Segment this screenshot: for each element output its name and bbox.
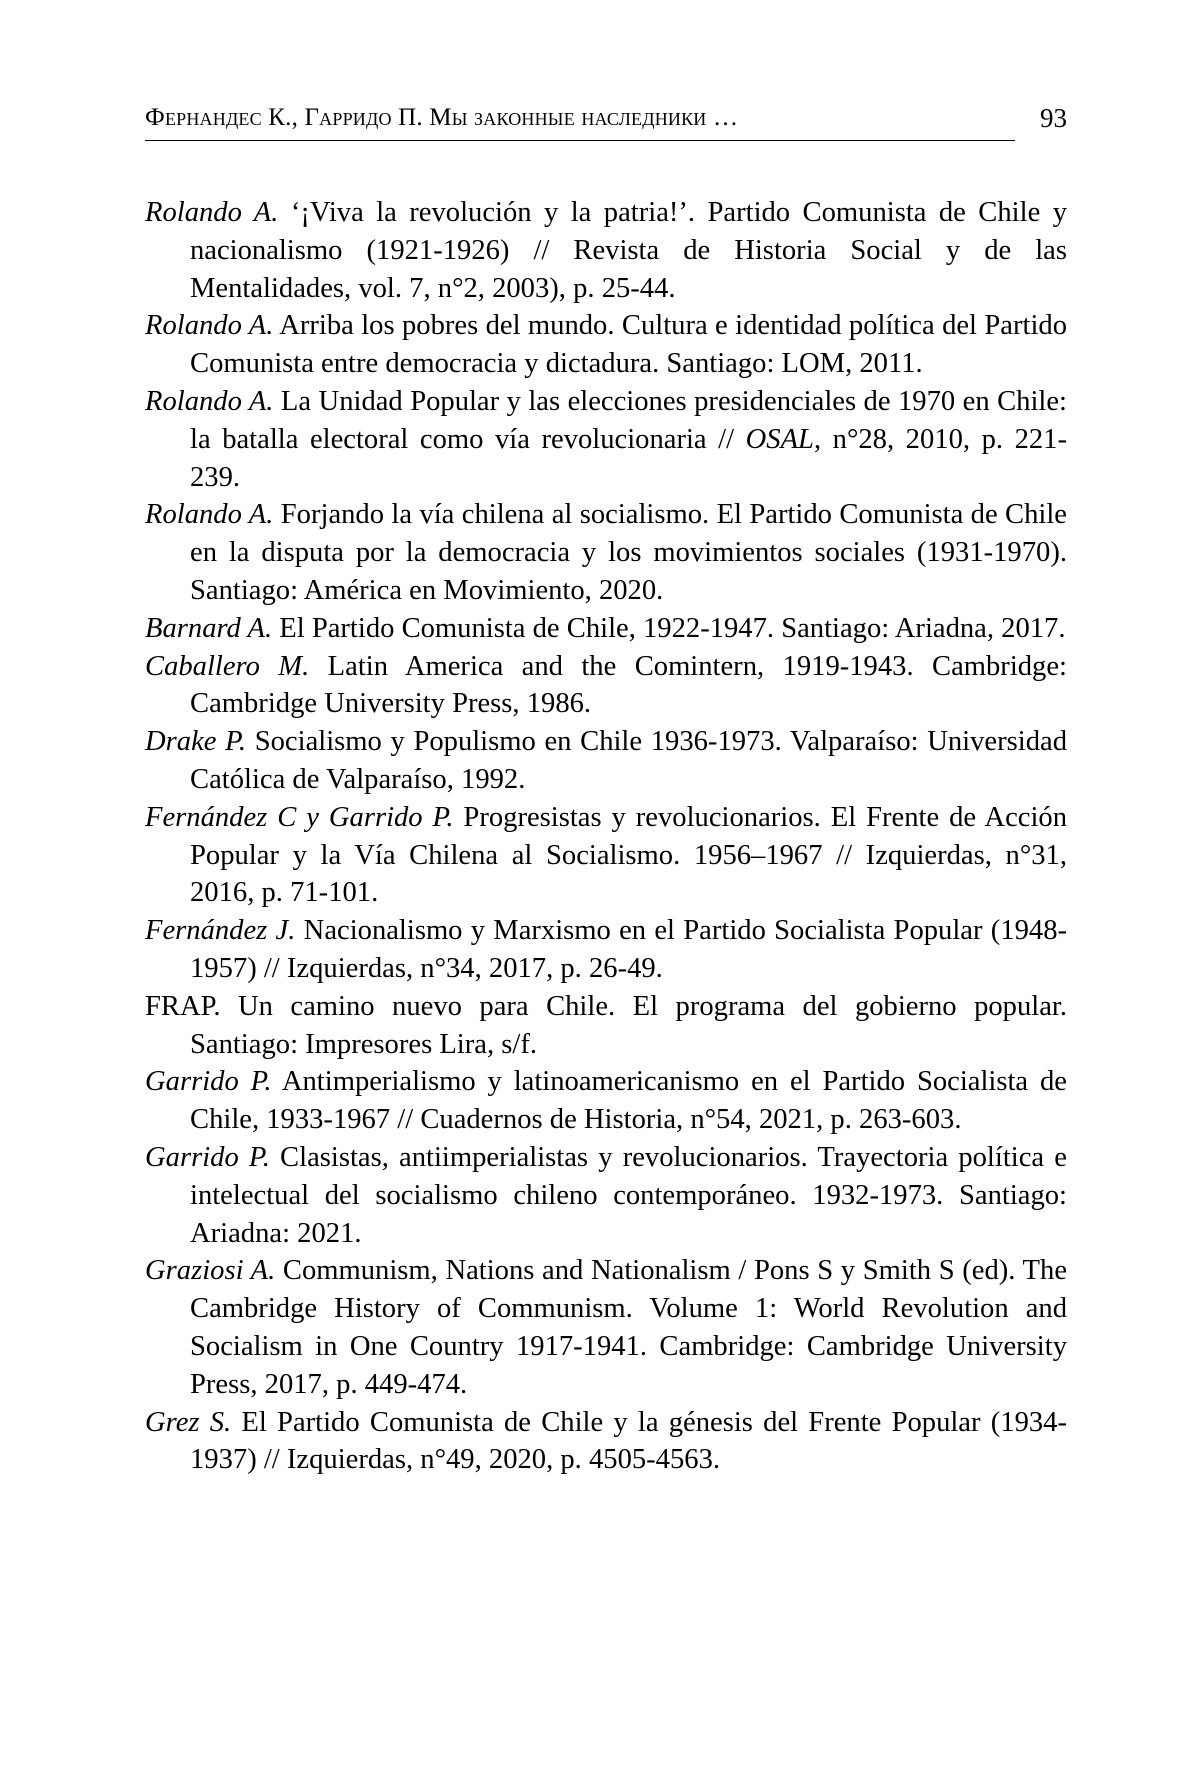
bibliography-entry xyxy=(145,194,1067,307)
bibliography-entry xyxy=(145,648,1067,724)
entry-author: Garrido P. xyxy=(145,1141,270,1173)
entry-author: Caballero M. xyxy=(145,650,310,682)
entry-italic: OSAL xyxy=(745,423,814,455)
page-number: 93 xyxy=(1040,103,1067,133)
bibliography-entry xyxy=(145,307,1067,383)
bibliography-entry xyxy=(145,1139,1067,1252)
bibliography-entry xyxy=(145,1404,1067,1480)
entry-text: Progresistas y revolucionarios. El Frente de Acción Popular y la Vía Chilena al Socialismo. 1956–1967 // Izquierdas, n°31, 2016, p. 71-101. xyxy=(190,801,1067,909)
running-title: Фернандес К., Гарридо П. Мы законные наследники … xyxy=(145,104,739,131)
entry-author: Fernández J. xyxy=(145,915,296,947)
entry-text: Clasistas, antiimperialistas y revolucionarios. Trayectoria política e intelectual del socialismo chileno contemporáneo. 1932-1973. Santiago: Ariadna: 2021. xyxy=(190,1141,1067,1249)
bibliography-list xyxy=(145,194,1067,1479)
entry-author: Rolando A. xyxy=(145,310,274,342)
entry-author: Graziosi A. xyxy=(145,1255,276,1287)
entry-text: Antimperialismo y latinoamericanismo en el Partido Socialista de Chile, 1933-1967 // Cuadernos de Historia, n°54, 2021, p. 263-603. xyxy=(190,1066,1067,1136)
entry-author: Fernández C y Garrido P. xyxy=(145,801,454,833)
entry-text: Communism, Nations and Nationalism / Pons S y Smith S (ed). The Cambridge History of Communism. Volume 1: World Revolution and Socialism in One Country 1917-1941. Cambridge: Cambridge University Press, 2017, p. 449-474. xyxy=(190,1255,1068,1400)
entry-text: El Partido Comunista de Chile, 1922-1947. Santiago: Ariadna, 2017. xyxy=(272,612,1066,644)
entry-text-tail: , n°28, 2010, p. 221-239. xyxy=(190,423,1067,493)
bibliography-entry xyxy=(145,723,1067,799)
entry-author: Drake P. xyxy=(145,726,247,758)
entry-text: La Unidad Popular y las elecciones presidenciales de 1970 en Chile: la batalla electoral como vía revolucionaria // xyxy=(190,385,1067,455)
bibliography-entry xyxy=(145,1252,1067,1403)
entry-author: Rolando A. xyxy=(145,499,274,531)
bibliography-entry xyxy=(145,1063,1067,1139)
entry-author: Barnard A. xyxy=(145,612,273,644)
bibliography-entry xyxy=(145,383,1067,496)
header-rule xyxy=(145,140,1015,141)
bibliography-entry xyxy=(145,912,1067,988)
entry-text: El Partido Comunista de Chile y la génesis del Frente Popular (1934-1937) // Izquierdas, n°49, 2020, p. 4505-4563. xyxy=(190,1406,1067,1476)
running-header xyxy=(145,100,1067,144)
entry-author: Rolando A. xyxy=(145,197,279,228)
entry-author: Garrido P. xyxy=(145,1066,272,1098)
entry-text: Latin America and the Comintern, 1919-1943. Cambridge: Cambridge University Press, 1986. xyxy=(190,650,1067,720)
bibliography-entry xyxy=(145,610,1067,648)
entry-text: ‘¡Viva la revolución y la patria!’. Partido Comunista de Chile y nacionalismo (1921-1926) // Revista de Historia Social y de las Mentalidades, vol. 7, n°2, 2003), p. 25-44. xyxy=(190,197,1067,304)
entry-author: Rolando A. xyxy=(145,385,274,417)
entry-text: Socialismo y Populismo en Chile 1936-1973. Valparaíso: Universidad Católica de Valparaíso, 1992. xyxy=(190,726,1067,795)
entry-text: Forjando la vía chilena al socialismo. El Partido Comunista de Chile en la disputa por la democracia y los movimientos sociales (1931-1970). Santiago: América en Movimiento, 2020. xyxy=(190,499,1067,606)
bibliography-entry xyxy=(145,496,1067,609)
entry-text: Arriba los pobres del mundo. Cultura e identidad política del Partido Comunista entre democracia y dictadura. Santiago: LOM, 2011. xyxy=(190,310,1067,380)
entry-author: Grez S. xyxy=(145,1406,232,1438)
bibliography-entry xyxy=(145,988,1067,1064)
entry-text: FRAP. Un camino nuevo para Chile. El programa del gobierno popular. Santiago: Impresores Lira, s/f. xyxy=(145,990,1067,1060)
bibliography-entry xyxy=(145,799,1067,912)
entry-text: Nacionalismo y Marxismo en el Partido Socialista Popular (1948-1957) // Izquierdas, n°34, 2017, p. 26-49. xyxy=(190,915,1068,984)
